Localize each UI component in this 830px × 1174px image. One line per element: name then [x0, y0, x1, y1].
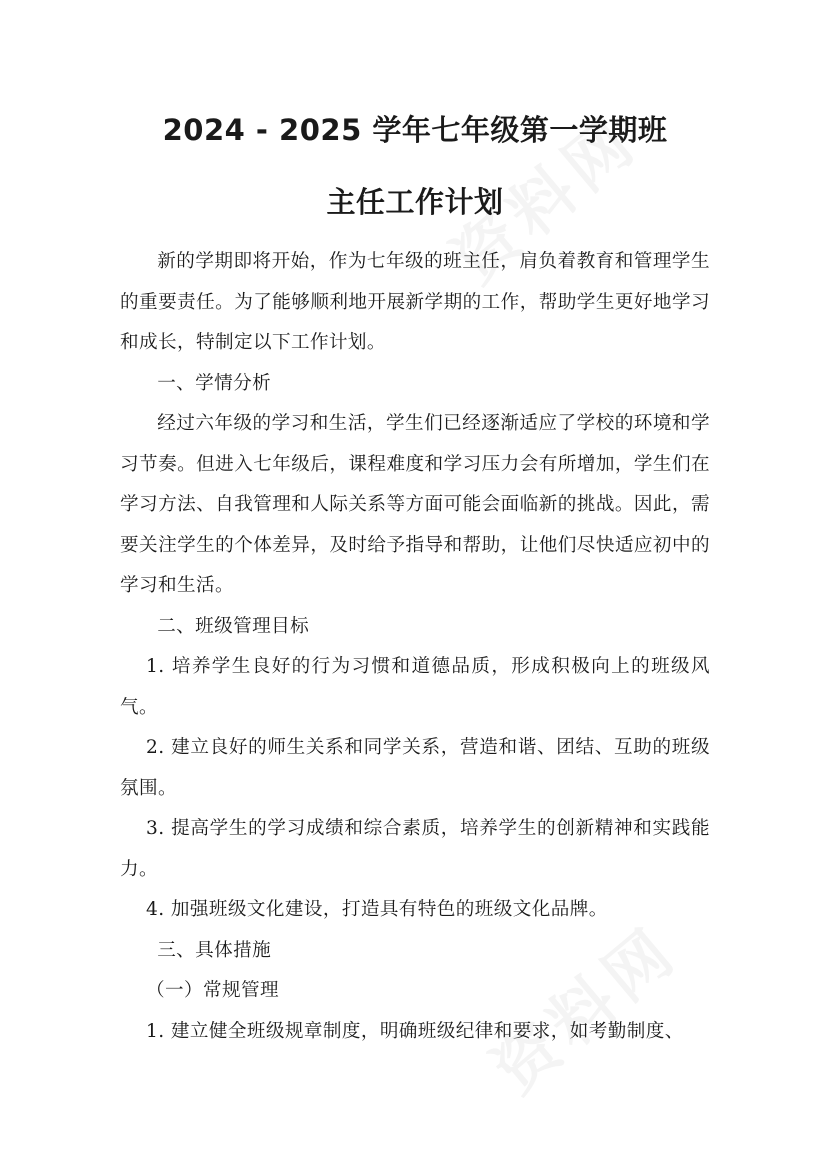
goal-item-2: 2. 建立良好的师生关系和同学关系，营造和谐、团结、互助的班级氛围。 — [120, 737, 710, 799]
goal-item-4: 4. 加强班级文化建设，打造具有特色的班级文化品牌。 — [146, 899, 608, 920]
section-heading-1: 一、学情分析 — [157, 372, 272, 394]
document-page — [120, 92, 710, 1052]
section-heading-2: 二、班级管理目标 — [157, 615, 310, 637]
document-title-line1: 2024 - 2025 学年七年级第一学期班 — [162, 113, 668, 147]
section-heading-3: 三、具体措施 — [157, 939, 272, 961]
analysis-paragraph: 经过六年级的学习和生活，学生们已经逐渐适应了学校的环境和学习节奏。但进入七年级后，课程难度和学习压力会有所增加，学生们在学习方法、自我管理和人际关系等方面可能会面临新的挑战。因此，需要关注学生的个体差异，及时给予指导和帮助，让他们尽快适应初中的学习和生活。 — [120, 413, 710, 596]
measure-item-1: 1. 建立健全班级规章制度，明确班级纪律和要求，如考勤制度、 — [146, 1020, 684, 1042]
intro-paragraph: 新的学期即将开始，作为七年级的班主任，肩负着教育和管理学生的重要责任。为了能够顺利地开展新学期的工作，帮助学生更好地学习和成长，特制定以下工作计划。 — [120, 251, 710, 353]
subsection-heading-1: （一）常规管理 — [146, 980, 279, 1001]
goal-item-1: 1. 培养学生良好的行为习惯和道德品质，形成积极向上的班级风气。 — [120, 656, 710, 718]
goal-item-3: 3. 提高学生的学习成绩和综合素质，培养学生的创新精神和实践能力。 — [120, 818, 710, 880]
document-title-line2: 主任工作计划 — [326, 185, 504, 219]
